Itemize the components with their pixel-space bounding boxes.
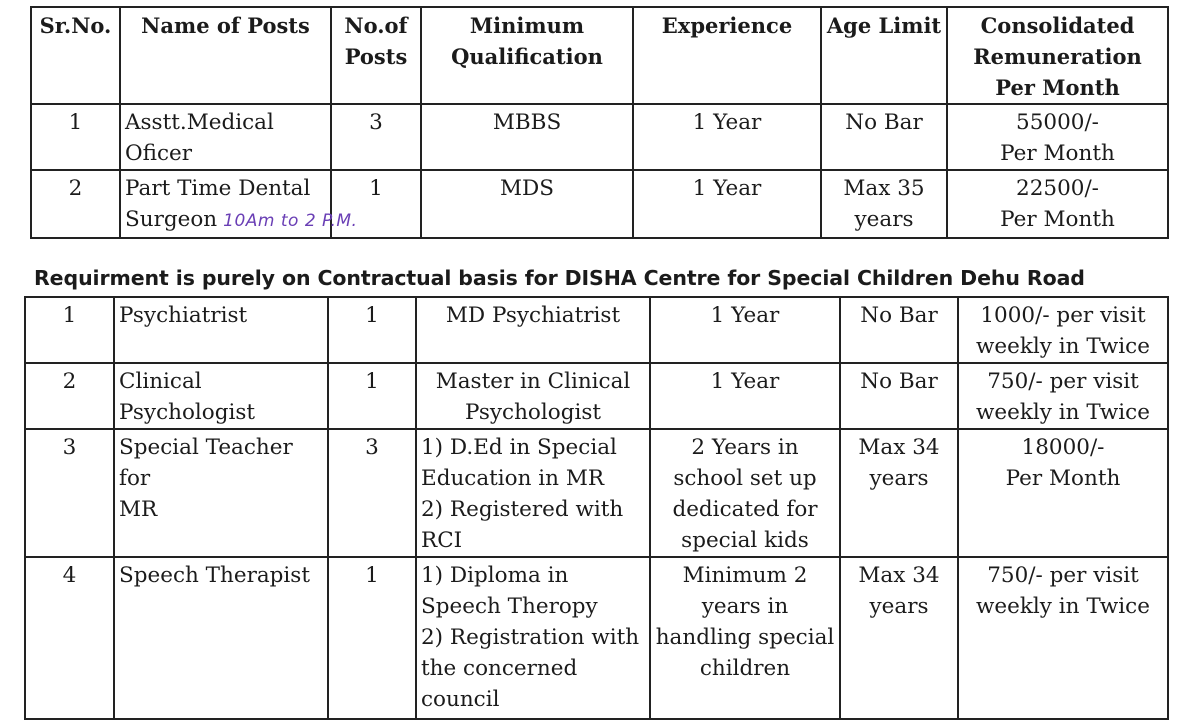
cell-post: Special Teacher for MR bbox=[114, 429, 328, 557]
cell-qualification: MBBS bbox=[421, 104, 633, 170]
header-sr-no: Sr.No. bbox=[31, 7, 120, 104]
cell-age: Max 34 years bbox=[840, 429, 958, 557]
table-row bbox=[25, 429, 1168, 557]
cell-pay: 22500/- Per Month bbox=[947, 170, 1168, 238]
table-row bbox=[25, 557, 1168, 719]
handwritten-timing-note: 10Am to 2 P.M. bbox=[223, 211, 358, 231]
cell-count: 3 bbox=[331, 104, 421, 170]
cell-age: No Bar bbox=[840, 363, 958, 429]
cell-count: 1 bbox=[331, 170, 421, 238]
contractual-basis-heading: Requirment is purely on Contractual basis for DISHA Centre for Special Children Dehu Road bbox=[34, 266, 1085, 290]
table-row bbox=[25, 363, 1168, 429]
cell-count: 3 bbox=[328, 429, 416, 557]
cell-count: 1 bbox=[328, 297, 416, 363]
cell-experience: 1 Year bbox=[633, 104, 821, 170]
cell-pay: 750/- per visit weekly in Twice bbox=[958, 363, 1168, 429]
cell-experience: 1 Year bbox=[633, 170, 821, 238]
cell-post: Psychiatrist bbox=[114, 297, 328, 363]
posts-table-1 bbox=[30, 6, 1169, 239]
cell-age: No Bar bbox=[840, 297, 958, 363]
cell-experience: 1 Year bbox=[650, 363, 840, 429]
cell-qualification: 1) Diploma in Speech Theropy 2) Registration with the concerned council bbox=[416, 557, 650, 719]
table-row bbox=[31, 104, 1168, 170]
cell-age: Max 35 years bbox=[821, 170, 947, 238]
header-age-limit: Age Limit bbox=[821, 7, 947, 104]
cell-qualification: 1) D.Ed in Special Education in MR 2) Registered with RCI bbox=[416, 429, 650, 557]
cell-post: Clinical Psychologist bbox=[114, 363, 328, 429]
cell-sr: 2 bbox=[25, 363, 114, 429]
cell-sr: 1 bbox=[31, 104, 120, 170]
cell-pay: 55000/- Per Month bbox=[947, 104, 1168, 170]
cell-pay: 18000/- Per Month bbox=[958, 429, 1168, 557]
cell-sr: 1 bbox=[25, 297, 114, 363]
cell-qualification: MDS bbox=[421, 170, 633, 238]
cell-count: 1 bbox=[328, 363, 416, 429]
cell-qualification: Master in Clinical Psychologist bbox=[416, 363, 650, 429]
cell-sr: 2 bbox=[31, 170, 120, 238]
cell-qualification: MD Psychiatrist bbox=[416, 297, 650, 363]
table-row bbox=[25, 297, 1168, 363]
cell-pay: 1000/- per visit weekly in Twice bbox=[958, 297, 1168, 363]
cell-age: Max 34 years bbox=[840, 557, 958, 719]
header-no-of-posts: No.of Posts bbox=[331, 7, 421, 104]
cell-experience: 1 Year bbox=[650, 297, 840, 363]
cell-experience: Minimum 2 years in handling special children bbox=[650, 557, 840, 719]
cell-age: No Bar bbox=[821, 104, 947, 170]
cell-sr: 4 bbox=[25, 557, 114, 719]
table-row bbox=[31, 170, 1168, 238]
cell-post: Asstt.Medical Oficer bbox=[120, 104, 331, 170]
cell-count: 1 bbox=[328, 557, 416, 719]
header-remuneration: Consolidated Remuneration Per Month bbox=[947, 7, 1168, 104]
cell-sr: 3 bbox=[25, 429, 114, 557]
cell-post: Part Time Dental Surgeon 10Am to 2 P.M. bbox=[120, 170, 331, 238]
cell-pay: 750/- per visit weekly in Twice bbox=[958, 557, 1168, 719]
table-header-row bbox=[31, 7, 1168, 104]
cell-experience: 2 Years in school set up dedicated for special kids bbox=[650, 429, 840, 557]
cell-post: Speech Therapist bbox=[114, 557, 328, 719]
header-name-of-posts: Name of Posts bbox=[120, 7, 331, 104]
header-experience: Experience bbox=[633, 7, 821, 104]
posts-table-2 bbox=[24, 296, 1169, 720]
header-minimum-qualification: Minimum Qualification bbox=[421, 7, 633, 104]
